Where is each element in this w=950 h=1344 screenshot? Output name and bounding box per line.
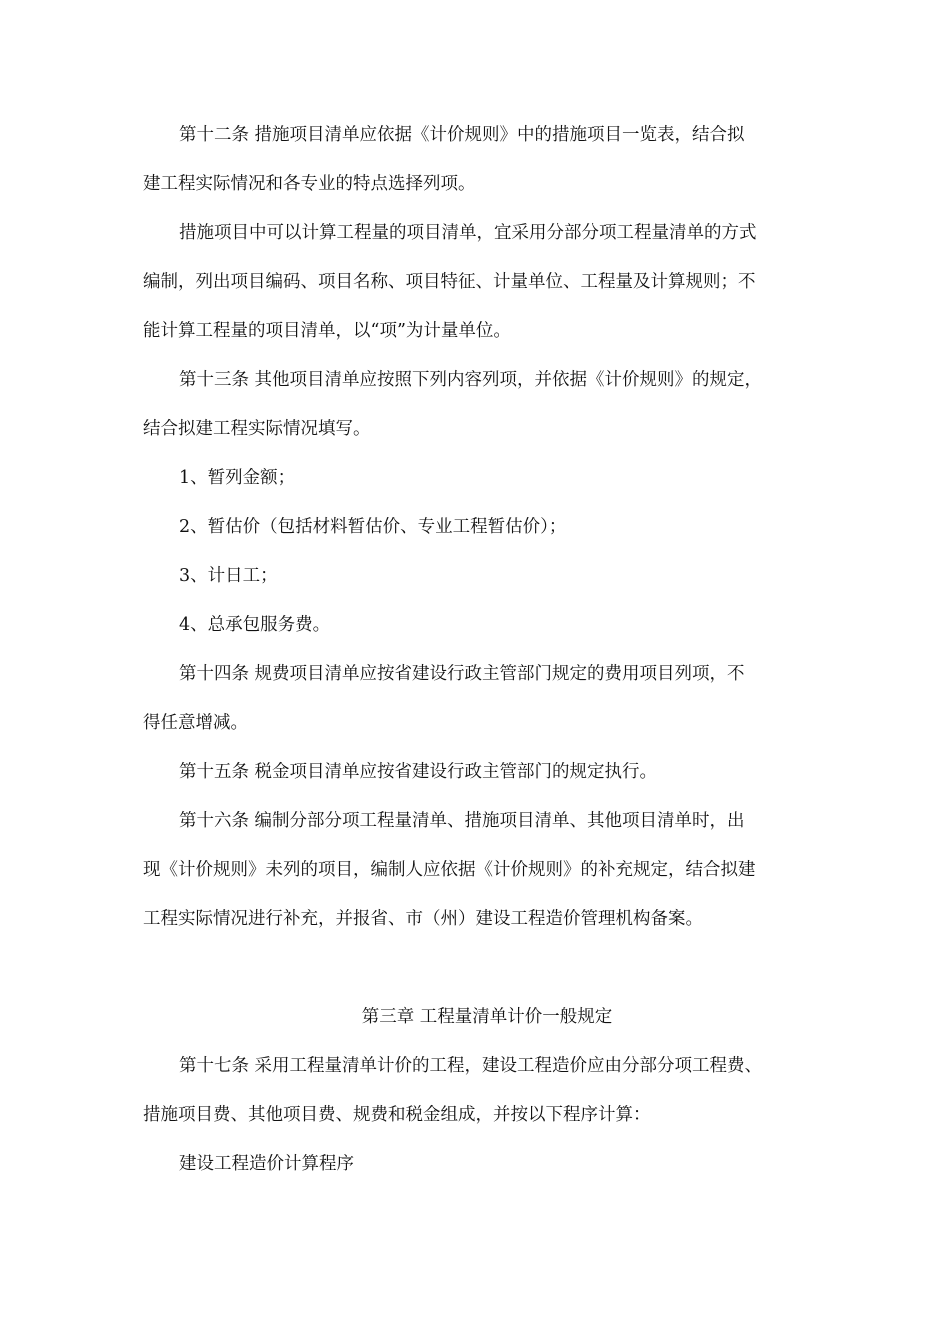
- paragraph-procedure-title: [143, 1152, 813, 1177]
- text-line: 第十三条 其他项目清单应按照下列内容列项，并依据《计价规则》的规定，: [179, 370, 763, 390]
- text-line: 措施项目费、其他项目费、规费和税金组成，并按以下程序计算：: [143, 1105, 651, 1125]
- text-line: 措施项目中可以计算工程量的项目清单，宜采用分部分项工程量清单的方式: [179, 223, 757, 243]
- paragraph-article-17: [143, 1054, 813, 1128]
- text-line: 3、计日工；: [179, 566, 278, 586]
- paragraph-article-14: [143, 662, 813, 736]
- list-item: [143, 466, 813, 491]
- paragraph-article-15: [143, 760, 813, 785]
- text-line: 结合拟建工程实际情况填写。: [143, 419, 371, 439]
- text-line: 建设工程造价计算程序: [179, 1154, 354, 1174]
- text-line: 第十七条 采用工程量清单计价的工程，建设工程造价应由分部分项工程费、: [179, 1056, 763, 1076]
- text-line: 第十四条 规费项目清单应按省建设行政主管部门规定的费用项目列项，不: [179, 664, 745, 684]
- list-item: [143, 613, 813, 638]
- text-line: 能计算工程量的项目清单，以“项”为计量单位。: [143, 321, 511, 341]
- text-line: 2、暂估价（包括材料暂估价、专业工程暂估价）；: [179, 517, 567, 537]
- paragraph-article-12: [143, 123, 813, 197]
- text-line: 第十六条 编制分部分项工程量清单、措施项目清单、其他项目清单时，出: [179, 811, 745, 831]
- text-line: 第十二条 措施项目清单应依据《计价规则》中的措施项目一览表，结合拟: [179, 125, 745, 145]
- chapter-heading-block: [143, 1005, 813, 1030]
- list-item: [143, 564, 813, 589]
- chapter-heading: 第三章 工程量清单计价一般规定: [361, 1007, 613, 1027]
- text-line: 4、总承包服务费。: [179, 615, 331, 635]
- document-body: [143, 123, 813, 1177]
- text-line: 编制，列出项目编码、项目名称、项目特征、计量单位、工程量及计算规则；不: [143, 272, 756, 292]
- text-line: 现《计价规则》未列的项目，编制人应依据《计价规则》的补充规定，结合拟建: [143, 860, 756, 880]
- text-line: 第十五条 税金项目清单应按省建设行政主管部门的规定执行。: [179, 762, 658, 782]
- text-line: 1、暂列金额；: [179, 468, 296, 488]
- text-line: 工程实际情况进行补充，并报省、市（州）建设工程造价管理机构备案。: [143, 909, 703, 929]
- paragraph-article-13: [143, 368, 813, 442]
- paragraph-article-16: [143, 809, 813, 932]
- text-line: 得任意增减。: [143, 713, 248, 733]
- paragraph-measures-detail: [143, 221, 813, 344]
- list-item: [143, 515, 813, 540]
- text-line: 建工程实际情况和各专业的特点选择列项。: [143, 174, 476, 194]
